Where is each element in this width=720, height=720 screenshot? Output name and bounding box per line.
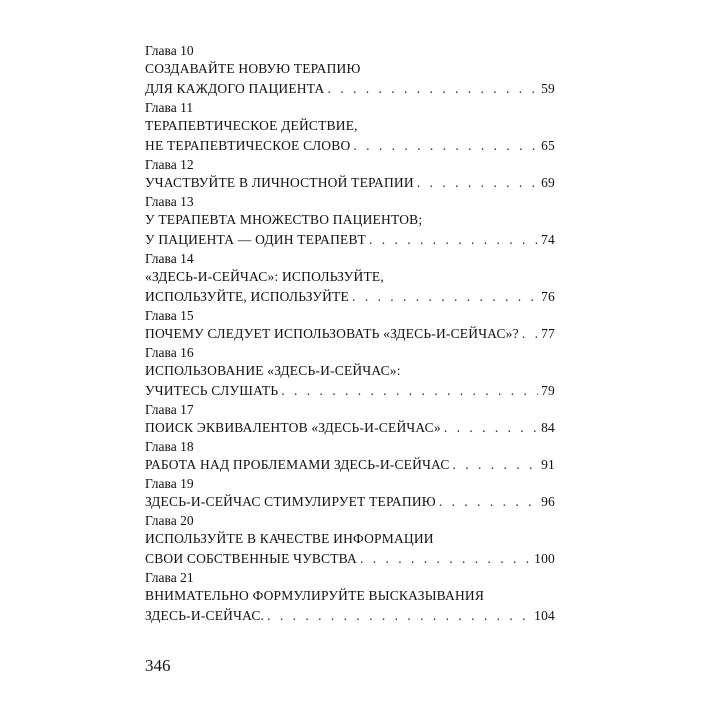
chapter-title-line: РАБОТА НАД ПРОБЛЕМАМИ ЗДЕСЬ-И-СЕЙЧАС	[145, 457, 450, 472]
dot-leader	[522, 324, 538, 344]
chapter-label: Глава 20	[145, 513, 194, 528]
toc-entry	[145, 438, 555, 475]
chapter-title-row	[145, 173, 555, 193]
chapter-page-number: 77	[541, 326, 555, 341]
chapter-label: Глава 13	[145, 194, 194, 209]
chapter-label: Глава 16	[145, 345, 194, 360]
chapter-title-row	[145, 455, 555, 475]
page-number: 346	[145, 656, 171, 675]
toc-entry	[145, 569, 555, 626]
chapter-title-row	[145, 79, 555, 99]
chapter-page-number: 74	[541, 232, 555, 247]
dot-leader	[444, 418, 538, 438]
chapter-title-row	[145, 136, 555, 156]
dot-leader	[453, 455, 539, 475]
toc-entry	[145, 193, 555, 250]
table-of-contents	[145, 42, 555, 626]
chapter-title-line: ИСПОЛЬЗУЙТЕ, ИСПОЛЬЗУЙТЕ	[145, 289, 349, 304]
dot-leader	[281, 381, 538, 401]
toc-entry	[145, 156, 555, 193]
dot-leader	[439, 492, 538, 512]
chapter-title-row	[145, 287, 555, 307]
toc-entry	[145, 344, 555, 401]
chapter-title-row	[145, 324, 555, 344]
dot-leader	[352, 287, 538, 307]
chapter-title-line: ТЕРАПЕВТИЧЕСКОЕ ДЕЙСТВИЕ,	[145, 118, 358, 133]
toc-entry	[145, 401, 555, 438]
chapter-page-number: 84	[541, 420, 555, 435]
chapter-title-line: ПОЧЕМУ СЛЕДУЕТ ИСПОЛЬЗОВАТЬ «ЗДЕСЬ-И-СЕЙЧАС»?	[145, 326, 519, 341]
toc-entry	[145, 475, 555, 512]
chapter-title-line: У ПАЦИЕНТА — ОДИН ТЕРАПЕВТ	[145, 232, 366, 247]
chapter-label: Глава 21	[145, 570, 194, 585]
chapter-title-row	[145, 230, 555, 250]
chapter-label: Глава 11	[145, 100, 194, 115]
chapter-page-number: 76	[541, 289, 555, 304]
toc-entry	[145, 512, 555, 569]
chapter-title-line: НЕ ТЕРАПЕВТИЧЕСКОЕ СЛОВО	[145, 138, 351, 153]
toc-entry	[145, 307, 555, 344]
chapter-title-line: ЗДЕСЬ-И-СЕЙЧАС.	[145, 608, 265, 623]
dot-leader	[267, 606, 531, 626]
chapter-title-row	[145, 606, 555, 626]
dot-leader	[360, 549, 531, 569]
chapter-title-line: СВОИ СОБСТВЕННЫЕ ЧУВСТВА	[145, 551, 357, 566]
chapter-title-line: СОЗДАВАЙТЕ НОВУЮ ТЕРАПИЮ	[145, 61, 361, 76]
chapter-title-row	[145, 381, 555, 401]
chapter-title-line: ДЛЯ КАЖДОГО ПАЦИЕНТА	[145, 81, 325, 96]
chapter-label: Глава 19	[145, 476, 194, 491]
chapter-title-line: УЧАСТВУЙТЕ В ЛИЧНОСТНОЙ ТЕРАПИИ	[145, 175, 414, 190]
toc-entry	[145, 99, 555, 156]
chapter-page-number: 79	[541, 383, 555, 398]
chapter-page-number: 104	[534, 608, 555, 623]
chapter-page-number: 91	[541, 457, 555, 472]
chapter-title-row	[145, 549, 555, 569]
dot-leader	[353, 136, 538, 156]
chapter-title-line: ИСПОЛЬЗОВАНИЕ «ЗДЕСЬ-И-СЕЙЧАС»:	[145, 363, 401, 378]
chapter-title-row	[145, 492, 555, 512]
chapter-title-line: ПОИСК ЭКВИВАЛЕНТОВ «ЗДЕСЬ-И-СЕЙЧАС»	[145, 420, 441, 435]
chapter-title-line: УЧИТЕСЬ СЛУШАТЬ	[145, 383, 279, 398]
chapter-title-row	[145, 418, 555, 438]
chapter-title-line: ИСПОЛЬЗУЙТЕ В КАЧЕСТВЕ ИНФОРМАЦИИ	[145, 531, 434, 546]
chapter-label: Глава 10	[145, 43, 194, 58]
chapter-label: Глава 17	[145, 402, 194, 417]
dot-leader	[369, 230, 538, 250]
dot-leader	[327, 79, 538, 99]
chapter-title-line: У ТЕРАПЕВТА МНОЖЕСТВО ПАЦИЕНТОВ;	[145, 212, 423, 227]
toc-entry	[145, 42, 555, 99]
chapter-page-number: 96	[541, 494, 555, 509]
chapter-title-line: «ЗДЕСЬ-И-СЕЙЧАС»: ИСПОЛЬЗУЙТЕ,	[145, 269, 384, 284]
chapter-title-line: ЗДЕСЬ-И-СЕЙЧАС СТИМУЛИРУЕТ ТЕРАПИЮ	[145, 494, 436, 509]
chapter-label: Глава 14	[145, 251, 194, 266]
chapter-page-number: 100	[534, 551, 555, 566]
chapter-label: Глава 18	[145, 439, 194, 454]
chapter-page-number: 59	[541, 81, 555, 96]
toc-entry	[145, 250, 555, 307]
chapter-page-number: 65	[541, 138, 555, 153]
dot-leader	[417, 173, 538, 193]
chapter-label: Глава 12	[145, 157, 194, 172]
chapter-label: Глава 15	[145, 308, 194, 323]
chapter-title-line: ВНИМАТЕЛЬНО ФОРМУЛИРУЙТЕ ВЫСКАЗЫВАНИЯ	[145, 588, 485, 603]
chapter-page-number: 69	[541, 175, 555, 190]
